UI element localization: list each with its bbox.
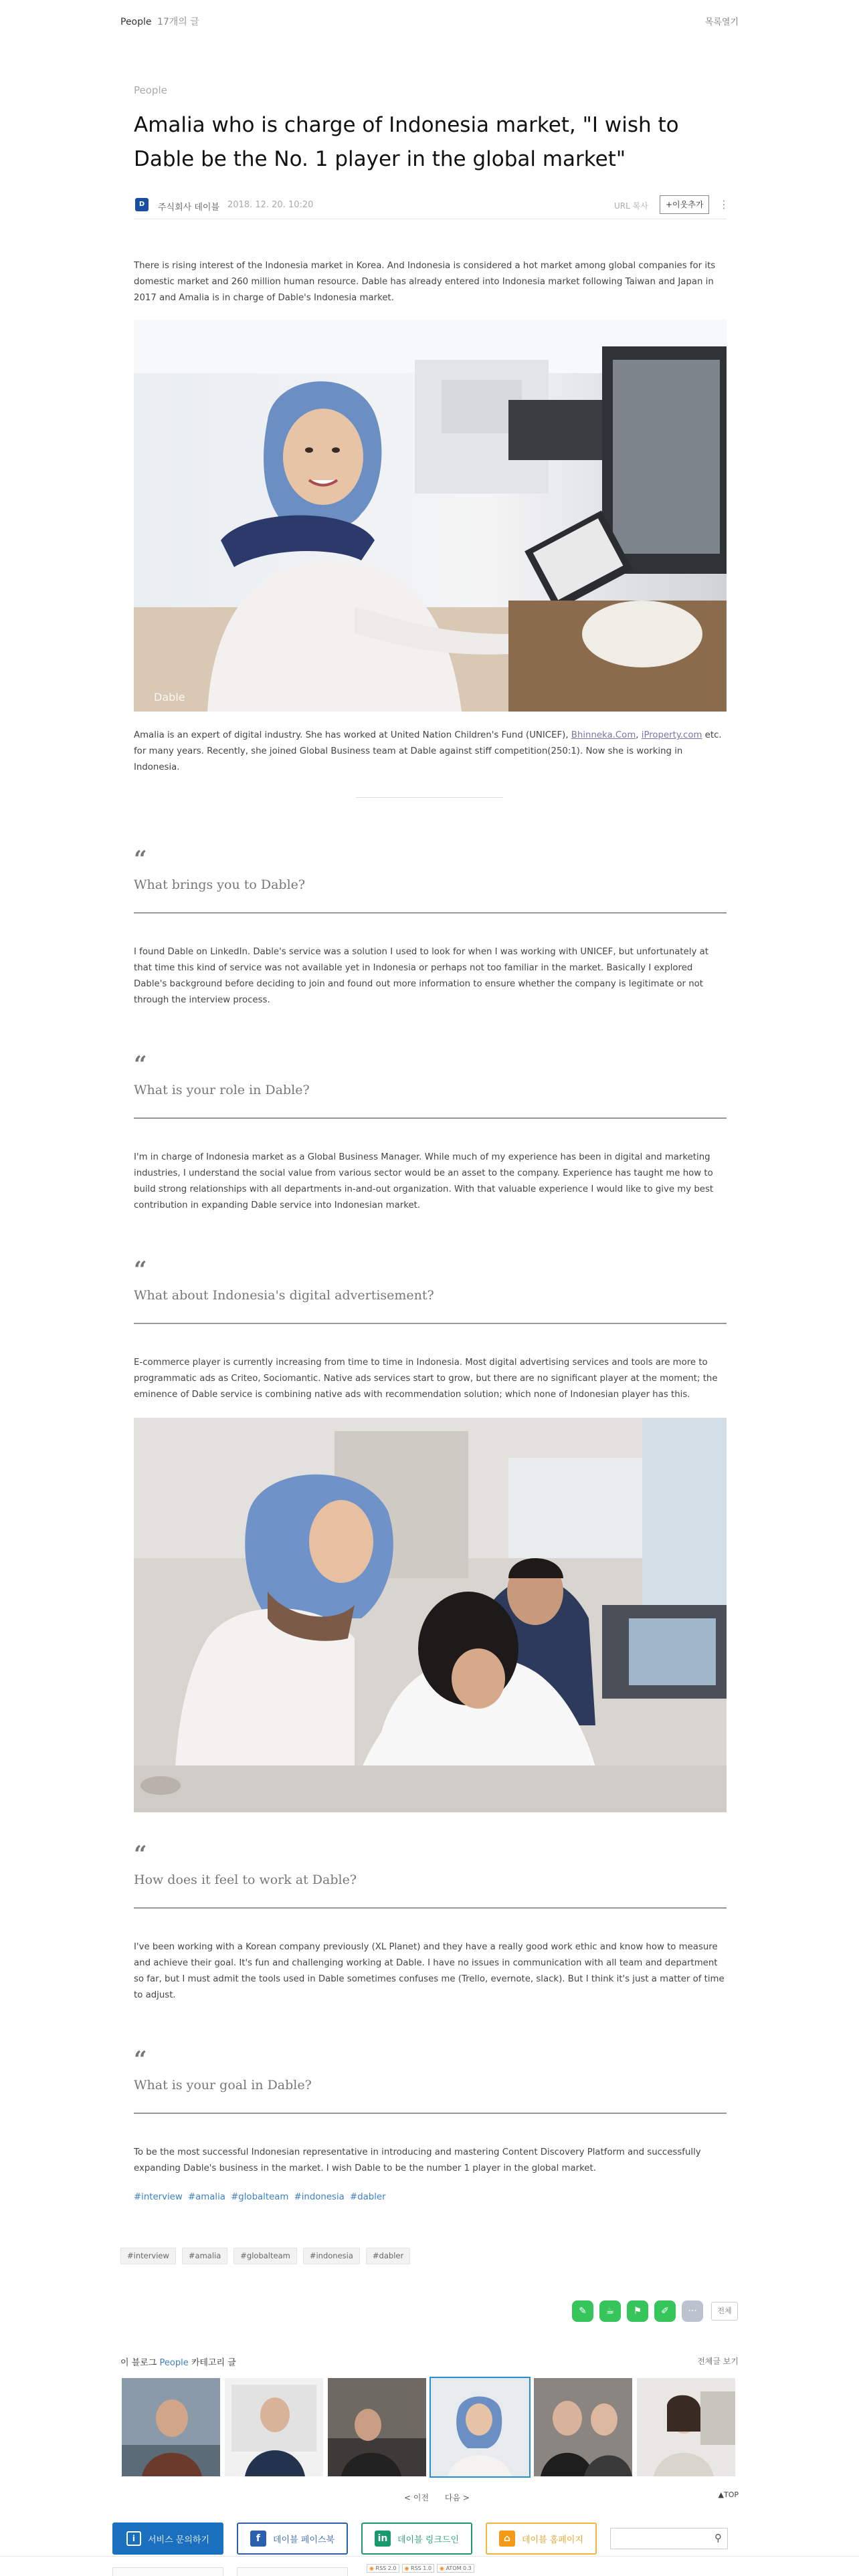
related-thumbnails: [120, 2377, 737, 2478]
homepage-label: 데이블 홈페이지: [521, 2535, 584, 2545]
link-iproperty[interactable]: iProperty.com: [641, 730, 702, 740]
inline-hashtag[interactable]: #amalia: [187, 2192, 225, 2202]
thumbnail-image: [431, 2378, 529, 2476]
related-thumbnail-current[interactable]: [430, 2377, 531, 2478]
homepage-button[interactable]: [486, 2523, 597, 2555]
atom-label: ATOM 0.3: [446, 2565, 472, 2571]
tag-chip[interactable]: #dabler: [366, 2248, 410, 2264]
rss2-label: RSS 2.0: [375, 2565, 397, 2571]
author-name[interactable]: 주식회사 데이블: [158, 203, 220, 213]
linkedin-label: 데이블 링크드인: [397, 2535, 460, 2545]
answer-paragraph: I've been working with a Korean company previously (XL Planet) and they have a really good work ethic and know how to measure and achieve their goal. It's fun and challenging working at Dable. I have no issues in communication with all team and department so far, but I must admit the tools used in Dable sometimes confuses me (Trello, evernote, slack). But I think it's just a matter of time to adjust.: [134, 1942, 725, 2000]
url-copy-button[interactable]: URL 복사: [614, 201, 648, 211]
category-header[interactable]: [120, 15, 199, 28]
question-title: What brings you to Dable?: [134, 877, 306, 892]
more-options-icon[interactable]: ⋮: [719, 198, 729, 211]
answer-paragraph: To be the most successful Indonesian representative in introducing and mastering Content Discovery Platform and successfully expanding Dable's business in the market. I wish Dable to be the number 1 player in the global market.: [134, 2147, 701, 2173]
blog-share-icon[interactable]: ✎: [572, 2300, 593, 2322]
bio-paragraph: [134, 728, 727, 776]
quote-mark-icon: “: [134, 1257, 147, 1283]
post-count: 17개의 글: [157, 17, 199, 27]
footer-tab[interactable]: [237, 2567, 348, 2576]
rss1-label: RSS 1.0: [411, 2565, 432, 2571]
inline-hashtag[interactable]: #indonesia: [294, 2192, 345, 2202]
inline-hashtag[interactable]: #interview: [134, 2192, 183, 2202]
photo-amalia-desk-image: [134, 320, 727, 712]
cafe-share-icon[interactable]: ☕: [599, 2300, 621, 2322]
thumbnail-image: [328, 2378, 426, 2476]
link-bhinneka[interactable]: Bhinneka.Com: [571, 730, 636, 740]
back-to-top-button[interactable]: ▲TOP: [718, 2490, 739, 2499]
category-name[interactable]: People: [120, 17, 152, 27]
related-header: [120, 2355, 236, 2368]
share-all-button[interactable]: 전체: [711, 2302, 738, 2321]
related-category-link[interactable]: People: [159, 2358, 189, 2368]
related-thumbnail[interactable]: [223, 2377, 324, 2478]
linkedin-button[interactable]: [361, 2523, 472, 2555]
question-underline: [134, 1323, 727, 1324]
top-bar: [0, 0, 859, 41]
thumbnail-image: [225, 2378, 323, 2476]
question-title: How does it feel to work at Dable?: [134, 1872, 357, 1887]
question-underline: [134, 2113, 727, 2114]
linkedin-icon: in: [375, 2531, 391, 2547]
related-header-prefix: 이 블로그: [120, 2358, 160, 2368]
answer-paragraph: I found Dable on LinkedIn. Dable's service was a solution I used to look for when I was working with UNICEF, but unfortunately at that time this kind of service was not available yet in Indonesia or perhaps not too familiar in the market. Basically I explored Dable's background before deciding to join and found out more information to ensure whether the company is legitimate or not through the interview process.: [134, 947, 708, 1005]
thumbnail-image: [534, 2378, 632, 2476]
related-thumbnail[interactable]: [636, 2377, 737, 2478]
bio-text-b: etc. for many years. Recently, she joined Global Business team at Dable against stiff competition(250:1). Now she is working in Indonesia.: [134, 730, 722, 772]
photo-office-team-image: [134, 1418, 727, 1812]
share-bar: [572, 2300, 738, 2322]
quote-mark-icon: “: [134, 1051, 147, 1078]
inline-hashtag[interactable]: #globalteam: [231, 2192, 289, 2202]
post-title: Amalia who is charge of Indonesia market, "I wish to Dable be the No. 1 player in the global market": [134, 113, 679, 171]
next-button[interactable]: 다음 >: [444, 2493, 470, 2502]
photo-amalia-desk[interactable]: [134, 320, 727, 712]
photo-watermark: Dable: [154, 691, 185, 704]
more-share-icon[interactable]: ···: [682, 2300, 703, 2322]
post-category[interactable]: People: [134, 84, 167, 96]
photo-office-team[interactable]: [134, 1418, 727, 1812]
inline-hashtags: [134, 2192, 389, 2202]
question-title: What is your role in Dable?: [134, 1083, 310, 1097]
question-underline: [134, 1117, 727, 1119]
memo-icon[interactable]: ✐: [654, 2300, 676, 2322]
answer-paragraph: E-commerce player is currently increasing from time to time in Indonesia. Most digital advertising services and tools are more to programmatic ads as Criteo, Sociomantic. Native ads services start to grow, but there are no significant player at the moment; the eminence of Dable service is combining native ads with recommendation solution; which none of Indonesian player has this.: [134, 1358, 718, 1400]
related-thumbnail[interactable]: [533, 2377, 634, 2478]
post-date: 2018. 12. 20. 10:20: [227, 200, 314, 210]
answer-paragraph: I'm in charge of Indonesia market as a Global Business Manager. While much of my experience has been in digital and marketing industries, I understand the social value from various sector would be an asset to the company. Experience has taught me how to build strong relationships with all departments in-and-out organization. With that valuable experience I would like to give my best contribution in expanding Dable service into Indonesian market.: [134, 1152, 714, 1210]
view-all-posts-link[interactable]: 전체글 보기: [697, 2357, 739, 2366]
atom-link[interactable]: ◉ ATOM 0.3: [437, 2564, 474, 2573]
tag-chip[interactable]: #amalia: [182, 2248, 227, 2264]
facebook-button[interactable]: [237, 2523, 348, 2555]
rss2-link[interactable]: ◉ RSS 2.0: [367, 2564, 399, 2573]
feed-links: [367, 2564, 474, 2573]
quote-mark-icon: “: [134, 2046, 147, 2073]
inline-hashtag[interactable]: #dabler: [350, 2192, 386, 2202]
search-icon[interactable]: ⚲: [714, 2532, 722, 2544]
related-header-suffix: 카테고리 글: [188, 2358, 236, 2368]
question-title: What is your goal in Dable?: [134, 2078, 312, 2092]
tag-chip[interactable]: #globalteam: [233, 2248, 297, 2264]
quote-mark-icon: “: [134, 846, 147, 873]
question-underline: [134, 1907, 727, 1909]
tag-chip[interactable]: #interview: [120, 2248, 176, 2264]
prev-button[interactable]: < 이전: [404, 2493, 430, 2502]
tag-chip[interactable]: #indonesia: [303, 2248, 360, 2264]
list-open-button[interactable]: 목록열기: [704, 17, 739, 27]
related-thumbnail[interactable]: [120, 2377, 221, 2478]
related-thumbnail[interactable]: [326, 2377, 427, 2478]
info-icon: i: [126, 2531, 141, 2546]
facebook-label: 데이블 페이스북: [272, 2535, 335, 2545]
bio-text-sep: ,: [636, 730, 642, 740]
bio-text-a: Amalia is an expert of digital industry. She has worked at United Nation Children's Fund (UNICEF),: [134, 730, 571, 740]
keep-icon[interactable]: ⚑: [627, 2300, 648, 2322]
author-avatar[interactable]: D: [135, 198, 149, 211]
rss1-link[interactable]: ◉ RSS 1.0: [402, 2564, 435, 2573]
footer-button-bar: [112, 2523, 728, 2555]
search-input[interactable]: [610, 2528, 728, 2549]
thumbnail-image: [637, 2378, 735, 2476]
home-icon: ⌂: [499, 2531, 515, 2547]
intro-paragraph: There is rising interest of the Indonesia market in Korea. And Indonesia is considered a hot market among global companies for its domestic market and 260 million human resource. Dable has already entered into Indonesia market following Taiwan and Japan in 2017 and Amalia is in charge of Dable's Indonesia market.: [134, 261, 716, 303]
thumbnail-image: [122, 2378, 220, 2476]
post-meta: [134, 195, 727, 219]
tag-list: [120, 2248, 410, 2264]
question-title: What about Indonesia's digital advertisement?: [134, 1288, 434, 1303]
related-pager: [397, 2492, 476, 2503]
quote-mark-icon: “: [134, 1841, 147, 1868]
section-divider: [356, 797, 503, 798]
add-neighbor-button[interactable]: +이웃추가: [660, 195, 709, 214]
facebook-icon: f: [250, 2531, 266, 2547]
service-inquiry-label: 서비스 문의하기: [147, 2535, 210, 2545]
question-underline: [134, 912, 727, 914]
footer-tab[interactable]: [112, 2567, 223, 2576]
service-inquiry-button[interactable]: [112, 2523, 223, 2555]
